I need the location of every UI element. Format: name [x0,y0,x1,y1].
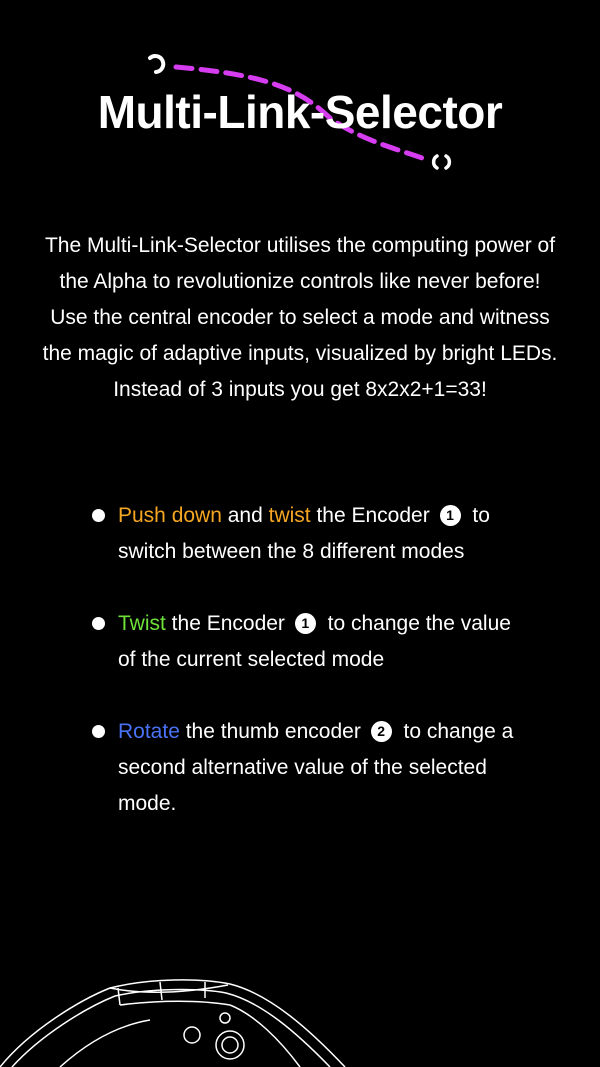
page-title: Multi-Link-Selector [97,86,503,138]
feature-item-thumb-encoder [90,714,520,822]
feature-text: the Encoder [310,504,430,527]
highlight-twist: twist [268,504,311,527]
bullet-icon [92,617,105,630]
intro-paragraph: The Multi-Link-Selector utilises the computing power of the Alpha to revolutionize controls like never before! Use the central encoder to select a mode and witness the magic of adaptive inputs, visualized by bright LEDs. [42,234,558,365]
encoder-1-badge-icon: 1 [295,613,316,634]
feature-text: to change a second alternative value of the selected mode. [118,720,514,815]
feature-item-mode-switch [90,498,520,570]
encoder-1-badge-icon: 1 [440,505,461,526]
bullet-icon [92,509,105,522]
highlight-push-down: Push down [118,504,222,527]
feature-text: the thumb encoder [179,720,361,743]
feature-text: to switch between the 8 different modes [118,504,490,563]
highlight-twist: Twist [118,612,166,635]
highlight-rotate: Rotate [118,720,180,743]
intro-text [40,228,560,408]
feature-text: and [221,504,269,527]
controller-outline-illustration [0,960,600,1067]
bullet-icon [92,725,105,738]
feature-text: the Encoder [165,612,285,635]
feature-list [90,498,520,858]
encoder-2-badge-icon: 2 [371,721,392,742]
feature-item-change-value [90,606,520,678]
feature-text: to change the value of the current selected mode [118,612,511,671]
intro-summary: Instead of 3 inputs you get 8x2x2+1=33! [113,378,487,401]
